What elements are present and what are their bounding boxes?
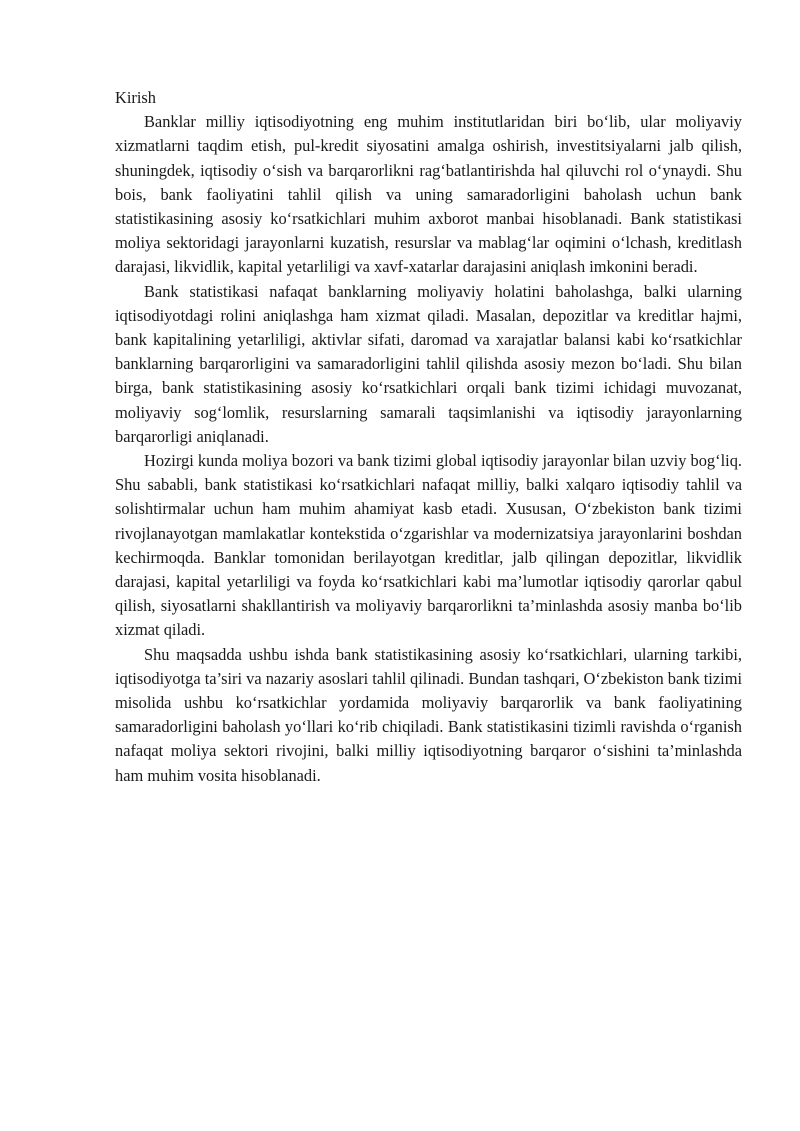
section-heading: Kirish — [115, 88, 156, 107]
paragraph-4: Shu maqsadda ushbu ishda bank statistikasining asosiy ko‘rsatkichlari, ularning tarkibi, iqtisodiyotga ta’siri va nazariy asoslari tahlil qilinadi. Bundan tashqari, O‘zbekiston bank tizimi misolida ushbu ko‘rsatkichlar yordamida moliyaviy barqarorlik va bank faoliyatining samaradorligini baholash yo‘llari ko‘rib chiqiladi. Bank statistikasini tizimli ravishda o‘rganish nafaqat moliya sektori rivojini, balki milliy iqtisodiyotning barqaror o‘sishini ta’minlashda ham muhim vosita hisoblanadi. — [115, 644, 742, 785]
document-page — [115, 86, 742, 788]
paragraph-1: Banklar milliy iqtisodiyotning eng muhim institutlaridan biri bo‘lib, ular moliyaviy xizmatlarni taqdim etish, pul-kredit siyosatini amalga oshirish, investitsiyalarni jalb qilish, shuningdek, iqtisodiy o‘sish va barqarorlikni rag‘batlantirishda hal qiluvchi rol o‘ynaydi. Shu bois, bank faoliyatini tahlil qilish va uning samaradorligini baholash uchun bank statistikasining asosiy ko‘rsatkichlari muhim axborot manbai hisoblanadi. Bank statistikasi moliya sektoridagi jarayonlarni kuzatish, resurslar va mablag‘lar oqimini o‘lchash, kreditlash darajasi, likvidlik, kapital yetarliligi va xavf-xatarlar darajasini aniqlash imkonini beradi. — [115, 112, 742, 277]
paragraph-3: Hozirgi kunda moliya bozori va bank tizimi global iqtisodiy jarayonlar bilan uzviy bog‘liq. Shu sababli, bank statistikasi ko‘rsatkichlari nafaqat milliy, balki xalqaro iqtisodiy tahlil va solishtirmalar uchun ham muhim ahamiyat kasb etadi. Xususan, O‘zbekiston bank tizimi rivojlanayotgan mamlakatlar kontekstida o‘zgarishlar va modernizatsiya jarayonlarini boshdan kechirmoqda. Banklar tomonidan berilayotgan kreditlar, jalb qilingan depozitlar, likvidlik darajasi, kapital yetarliligi va foyda ko‘rsatkichlari kabi ma’lumotlar iqtisodiy qarorlar qabul qilish, siyosatlarni shakllantirish va moliyaviy barqarorlikni ta’minlashda asosiy manba bo‘lib xizmat qiladi. — [115, 451, 742, 640]
paragraph-2: Bank statistikasi nafaqat banklarning moliyaviy holatini baholashga, balki ularning iqtisodiyotdagi rolini aniqlashga ham xizmat qiladi. Masalan, depozitlar va kreditlar hajmi, bank kapitalining yetarliligi, aktivlar sifati, daromad va xarajatlar balansi kabi ko‘rsatkichlar banklarning barqarorligini va samaradorligini tahlil qilishda asosiy mezon bo‘ladi. Shu bilan birga, bank statistikasining asosiy ko‘rsatkichlari orqali bank tizimi ichidagi muvozanat, moliyaviy sog‘lomlik, resurslarning samarali taqsimlanishi va iqtisodiy jarayonlarning barqarorligi aniqlanadi. — [115, 281, 742, 446]
